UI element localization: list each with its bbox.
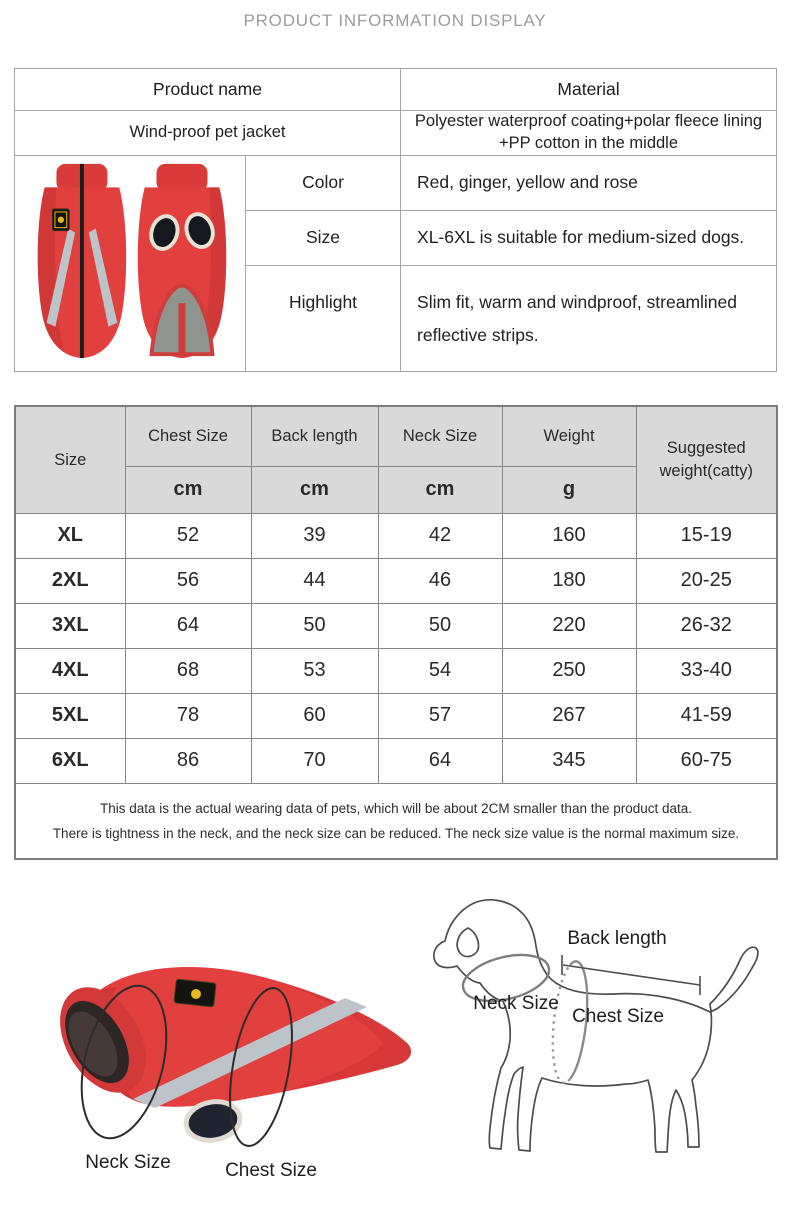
size-row-3xl	[15, 603, 777, 648]
unit-back: cm	[251, 466, 378, 513]
suggested-cell: 15-19	[636, 513, 777, 558]
product-name-header: Product name	[15, 69, 401, 111]
back-cell: 60	[251, 693, 378, 738]
neck-cell: 57	[378, 693, 502, 738]
neck-cell: 42	[378, 513, 502, 558]
size-cell: XL	[15, 513, 125, 558]
size-table-notes	[15, 783, 777, 859]
col-header-neck: Neck Size	[378, 406, 502, 466]
neck-cell: 54	[378, 648, 502, 693]
size-cell: 5XL	[15, 693, 125, 738]
suggested-cell: 60-75	[636, 738, 777, 783]
spec-label-color: Color	[246, 156, 401, 211]
note-line-1: This data is the actual wearing data of pets, which will be about 2CM smaller than the product data.	[99, 801, 693, 817]
spec-label-size: Size	[246, 210, 401, 266]
spec-value-size: XL-6XL is suitable for medium-sized dogs.	[401, 210, 777, 266]
jacket-neck-size-label: Neck Size	[85, 1152, 171, 1173]
brand-tag	[174, 979, 216, 1007]
chest-cell: 68	[125, 648, 251, 693]
dog-neck-size-label: Neck Size	[473, 993, 559, 1014]
size-cell: 2XL	[15, 558, 125, 603]
neck-cell: 64	[378, 738, 502, 783]
size-row-xl	[15, 513, 777, 558]
weight-cell: 250	[502, 648, 636, 693]
spec-value-highlight: Slim fit, warm and windproof, streamlined reflective strips.	[401, 266, 777, 372]
chest-cell: 78	[125, 693, 251, 738]
note-line-2: There is tightness in the neck, and the neck size can be reduced. The neck size value is the normal maximum size.	[52, 826, 740, 842]
product-name-value: Wind-proof pet jacket	[15, 111, 401, 156]
size-chart-table	[14, 405, 778, 860]
back-cell: 50	[251, 603, 378, 648]
dog-back-length-label: Back length	[567, 928, 667, 949]
jacket-side-diagram	[15, 905, 425, 1155]
chest-cell: 52	[125, 513, 251, 558]
weight-cell: 267	[502, 693, 636, 738]
weight-cell: 180	[502, 558, 636, 603]
size-row-4xl	[15, 648, 777, 693]
jacket-back-view	[38, 164, 126, 358]
chest-cell: 56	[125, 558, 251, 603]
weight-cell: 345	[502, 738, 636, 783]
jacket-chest-size-label: Chest Size	[225, 1160, 317, 1181]
measurement-diagram-section	[0, 880, 790, 1217]
back-cell: 39	[251, 513, 378, 558]
chest-cell: 86	[125, 738, 251, 783]
dog-chest-size-label: Chest Size	[572, 1006, 664, 1027]
size-row-6xl	[15, 738, 777, 783]
col-header-suggested: Suggested weight(catty)	[636, 406, 777, 513]
weight-cell: 220	[502, 603, 636, 648]
weight-cell: 160	[502, 513, 636, 558]
suggested-cell: 33-40	[636, 648, 777, 693]
spec-row-color	[15, 156, 777, 211]
brand-tag	[53, 209, 70, 231]
product-photo-cell	[15, 156, 246, 372]
suggested-cell: 20-25	[636, 558, 777, 603]
col-header-back: Back length	[251, 406, 378, 466]
neck-cell: 50	[378, 603, 502, 648]
product-photo	[17, 158, 244, 364]
neck-cell: 46	[378, 558, 502, 603]
size-cell: 4XL	[15, 648, 125, 693]
size-cell: 6XL	[15, 738, 125, 783]
col-header-size: Size	[15, 406, 125, 513]
jacket-front-view	[138, 164, 226, 358]
col-header-weight: Weight	[502, 406, 636, 466]
material-value: Polyester waterproof coating+polar fleece lining +PP cotton in the middle	[401, 111, 777, 156]
size-row-2xl	[15, 558, 777, 603]
product-info-table	[14, 68, 777, 372]
col-header-chest: Chest Size	[125, 406, 251, 466]
size-table-notes-row	[15, 783, 777, 859]
size-cell: 3XL	[15, 603, 125, 648]
back-cell: 70	[251, 738, 378, 783]
unit-chest: cm	[125, 466, 251, 513]
chest-cell: 64	[125, 603, 251, 648]
page-title: PRODUCT INFORMATION DISPLAY	[243, 11, 547, 30]
suggested-cell: 26-32	[636, 603, 777, 648]
paw-icon	[58, 217, 64, 223]
paw-icon	[191, 989, 201, 999]
back-cell: 44	[251, 558, 378, 603]
unit-neck: cm	[378, 466, 502, 513]
size-row-5xl	[15, 693, 777, 738]
material-header: Material	[401, 69, 777, 111]
suggested-cell: 41-59	[636, 693, 777, 738]
spec-value-color: Red, ginger, yellow and rose	[401, 156, 777, 211]
back-cell: 53	[251, 648, 378, 693]
spec-label-highlight: Highlight	[246, 266, 401, 372]
back-length-measure-line	[562, 955, 700, 995]
unit-weight: g	[502, 466, 636, 513]
